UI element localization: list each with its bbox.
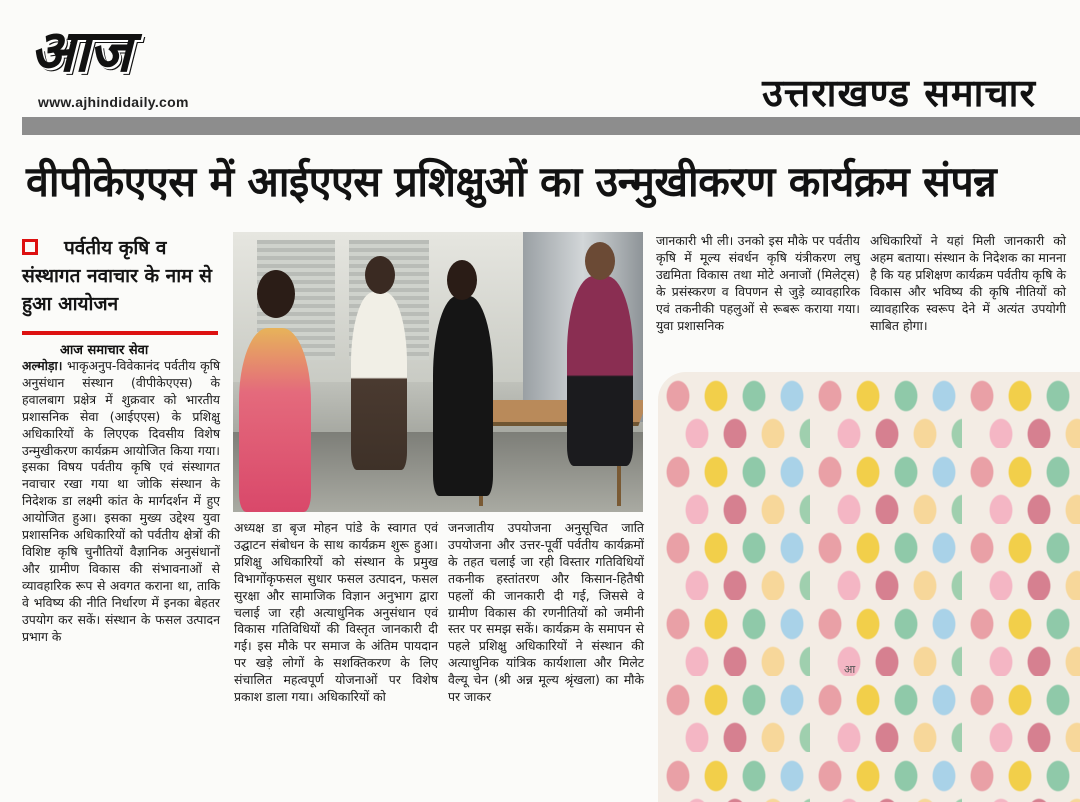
article-column-1: [22, 358, 220, 645]
subhead: [22, 234, 218, 318]
website-url: www.ajhindidaily.com: [38, 94, 189, 110]
logo-text: आज: [30, 17, 131, 85]
subhead-rule: [22, 331, 218, 335]
photo-person-1: [239, 328, 311, 512]
header-divider: [22, 117, 1080, 135]
decorative-pattern-overlay: [658, 372, 1080, 802]
article-column-5: अधिकारियों ने यहां मिली जानकारी को अहम बताया। संस्थान के निदेशक का मानना है कि यह प्रशिक्षण कार्यक्रम पर्वतीय कृषि के विकास और भविष्य की कृषि नीतियों को व्यावहारिक स्वरूप देने में अत्यंत उपयोगी साबित होगा।: [870, 233, 1066, 333]
photo-person-head: [257, 270, 295, 318]
article-column-2: अध्यक्ष डा बृज मोहन पांडे के स्वागत एवं उद्घाटन संबोधन के साथ कार्यक्रम शुरू हुआ। प्रशिक्षु अधिकारियों को संस्थान के प्रमुख विभागोंकृफसल सुधार फसल उत्पादन, फसल सुरक्षा और सामाजिक विज्ञान अनुभाग द्वारा चलाई जा रही अत्याधुनिक अनुसंधान एवं विकास गतिविधियों की विस्तृत जानकारी दी गई। इस मौके पर समाज के अंतिम पायदान पर खड़े लोगों के सशक्तिकरण के लिए संचालित महत्वपूर्ण योजनाओं पर विशेष प्रकाश डाला गया। अधिकारियों को: [234, 520, 438, 705]
photo-person-head: [365, 256, 395, 294]
byline: आज समाचार सेवा: [60, 343, 149, 358]
photo-person-3: [433, 296, 493, 496]
headline: वीपीकेएएस में आईएएस प्रशिक्षुओं का उन्मुखीकरण कार्यक्रम संपन्न: [26, 157, 997, 206]
newspaper-logo: [30, 17, 220, 110]
news-photo: [233, 232, 643, 512]
subhead-text: पर्वतीय कृषि व संस्थागत नवाचार के नाम से हुआ आयोजन: [22, 237, 212, 315]
photo-person-2: [351, 292, 407, 470]
dateline: अल्मोड़ा।: [22, 358, 63, 373]
column-1-text: भाकृअनुप-विवेकानंद पर्वतीय कृषि अनुसंधान संस्थान (वीपीकेएएस) के हवालबाग प्रक्षेत्र में शुक्रवार को भारतीय प्रशासनिक सेवा (आईएएस) के प्रशिक्षु अधिकारियों के लिएएक दिवसीय विशेष उन्मुखीकरण कार्यक्रम आयोजित किया गया। इसका विषय पर्वतीय कृषि एवं संस्थागत नवाचार रखा गया था जोकि संस्थान के निदेशक डा लक्ष्मी कांत के मार्गदर्शन में हुए आयोजित हुआ। इसका मुख्य उद्देश्य युवा प्रशासनिक अधिकारियों को पर्वतीय क्षेत्रों की विशिष्ट कृषि चुनौतियों वैज्ञानिक अनुसंधानों और ग्रामीण विकास की संभावनाओं से व्यावहारिक रूप से अवगत कराना था, ताकि वे भविष्य की नीति निर्धारण में इनका बेहतर उपयोग कर सकें। संस्थान के फसल उत्पादन प्रभाग के: [22, 358, 220, 644]
overlay-mark: आ: [844, 663, 856, 676]
article-column-4: जानकारी भी ली। उनको इस मौके पर पर्वतीय कृषि में मूल्य संवर्धन कृषि यंत्रीकरण लघु उद्यमिता विकास तथा मोटे अनाजों (मिलेट्स) के प्रसंस्करण व विपणन से जुड़े व्यावहारिक एवं तकनीकी पहलुओं से रूबरू कराया गया। युवा प्रशासनिक: [656, 233, 860, 333]
section-title: उत्तराखण्ड समाचार: [762, 71, 1036, 115]
article-column-3: जनजातीय उपयोजना अनुसूचित जाति उपयोजना और उत्तर-पूर्वी पर्वतीय कार्यक्रमों के तहत चलाई जा रही विस्तार गतिविधियों तकनीक हस्तांतरण और किसान-हितैषी पहलों की जानकारी दी गई, जिससे वे ग्रामीण विकास की रणनीतियों को जमीनी स्तर पर समझ सकें। कार्यक्रम के समापन से पहले प्रशिक्षु अधिकारियों ने संस्थान की अत्याधुनिक यांत्रिक कार्यशाला और मिलेट वैल्यू चेन (श्री अन्न मूल्य श्रृंखला) का मौके पर जाकर: [448, 520, 644, 705]
photo-person-head: [585, 242, 615, 280]
bullet-box-icon: [22, 239, 38, 255]
photo-person-head: [447, 260, 477, 300]
photo-person-4: [567, 276, 633, 466]
